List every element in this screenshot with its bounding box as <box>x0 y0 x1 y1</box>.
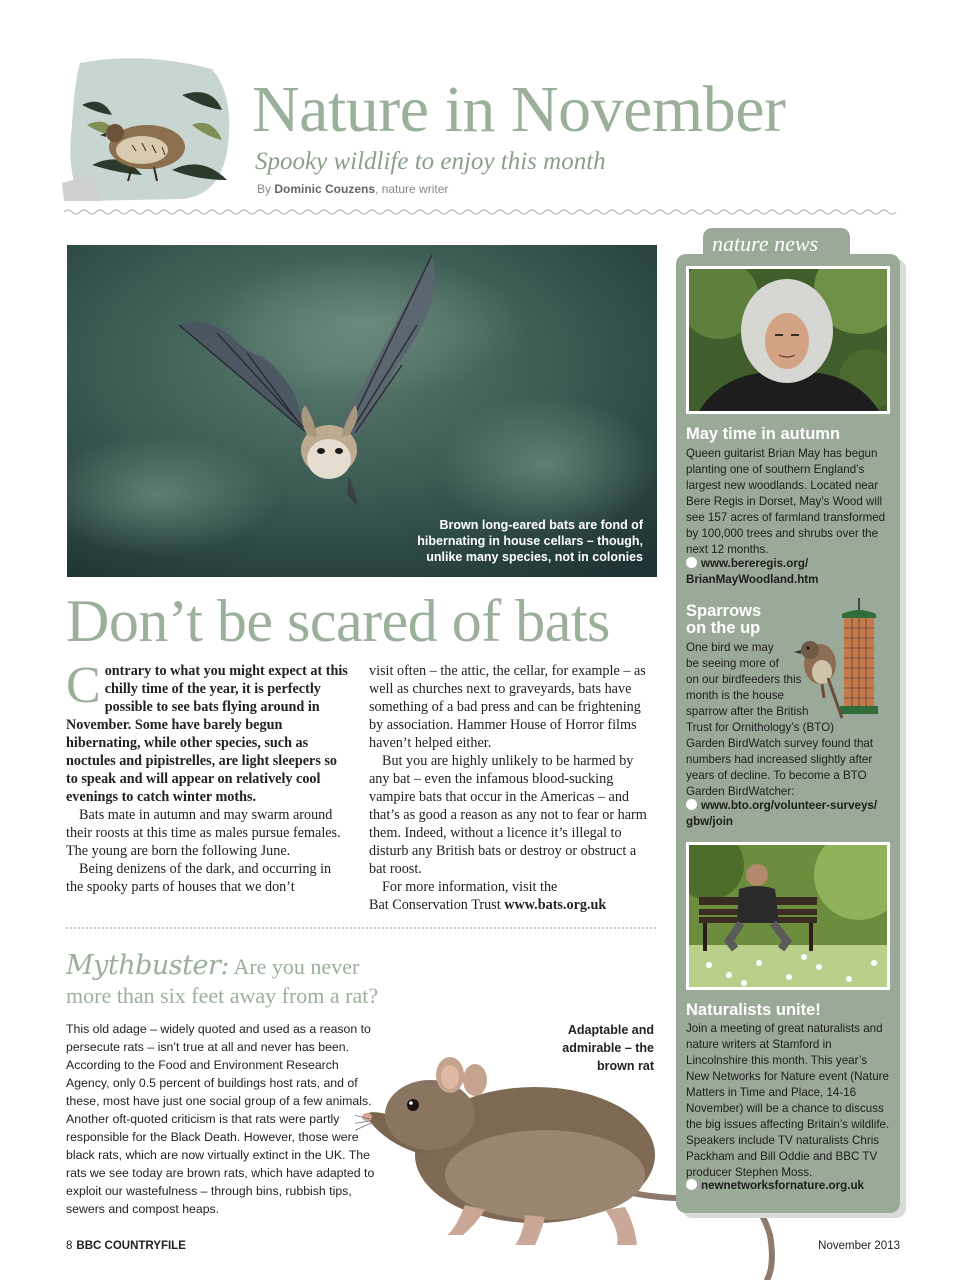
link-text: www.bereregis.org/ <box>701 557 809 570</box>
link-icon <box>686 799 697 810</box>
caption-line: hibernating in house cellars – though, <box>417 534 643 548</box>
naturalist-image <box>689 845 887 987</box>
text-line: numbers had increased slightly after <box>686 753 873 766</box>
byline-author: Dominic Couzens <box>274 182 376 196</box>
brian-may-photo <box>686 266 890 414</box>
article-text: Bat Conservation Trust <box>369 897 505 913</box>
link-text: gbw/join <box>686 815 734 828</box>
brian-may-image <box>689 269 887 411</box>
article-paragraph: visit often – the attic, the cellar, for example – as well as churches next to graveyards, bats have something of a bad press and can be frightening by association. Hammer House of Horror films haven’t helped either. <box>369 663 646 751</box>
mythbuster-label: Mythbuster: <box>66 950 229 981</box>
mythbuster-heading <box>66 950 466 1008</box>
story-text <box>686 640 890 800</box>
mythbuster-question-line2: more than six feet away from a rat? <box>66 983 379 1008</box>
lead-text: ontrary to what you might expect at this chilly time of the year, it is perfectly possible to see bats flying around in November. Some have barely begun hibernating, while other species, such as noctules and pipistrelles, are light sleepers so to speak and will appear on relatively cool evenings to catch winter moths. <box>66 663 348 805</box>
caption-line: brown rat <box>597 1059 654 1073</box>
article-column-right <box>369 662 655 914</box>
text-line: Garden BirdWatcher: <box>686 785 795 798</box>
bats-link[interactable]: www.bats.org.uk <box>504 897 607 913</box>
mythbuster-text: This old adage – widely quoted and used as a reason to persecute rats – isn’t true at all and never has been. According to the Food and Environment Research Agency, only 0.5 percent of buildings host rats, and of these, most have just one social group of a few animals. Another oft-quoted criticism is that rats were partly responsible for the Black Death. However, those were black rats, which are now virtually extinct in the UK. The rats we see today are brown rats, which have adapted to exploit our wastefulness – through bins, rubbish tips, sewers and compost heaps. <box>66 1022 375 1216</box>
newnetworks-link[interactable] <box>686 1178 890 1194</box>
article-column-left <box>66 657 350 896</box>
story-heading <box>686 603 761 637</box>
partridge-illustration <box>62 55 234 203</box>
page-subtitle: Spooky wildlife to enjoy this month <box>255 148 606 175</box>
caption-line: Brown long-eared bats are fond of <box>439 518 643 532</box>
byline <box>257 182 448 196</box>
text-line: Garden BirdWatch survey found that <box>686 737 874 750</box>
story-heading: May time in autumn <box>686 425 841 443</box>
heading-line: Sparrows <box>686 602 762 620</box>
link-text: newnetworksfornature.org.uk <box>701 1179 864 1192</box>
byline-prefix: By <box>257 182 275 196</box>
magazine-name: BBC COUNTRYFILE <box>76 1240 186 1252</box>
article-paragraph: But you are highly unlikely to be harmed by any bat – even the infamous blood-sucking vampire bats that occur in the Americas – and that’s as good a reason as any not to fear or harm them. Indeed, without a licence it’s illegal to disturb any British bats or destroy or obstruct a bat roost. <box>369 753 647 877</box>
article-paragraph: For more information, visit the <box>382 879 558 895</box>
text-line: on our birdfeeders this <box>686 673 802 686</box>
naturalist-photo <box>686 842 890 990</box>
story-text: Join a meeting of great naturalists and nature writers at Stamford in Lincolnshire this month. This year’s New Networks for Nature event (Nature Matters in Time and Place, 14-16 November) will be a chance to discuss the big issues affecting Britain’s wildlife. Speakers include TV naturalists Chris Packham and Bill Oddie and BBC TV producer Stephen Moss. <box>686 1022 890 1179</box>
link-text: BrianMayWoodland.htm <box>686 573 819 586</box>
nature-news-label: nature news <box>712 231 819 256</box>
caption-line: admirable – the <box>562 1041 654 1055</box>
bereregis-link[interactable] <box>686 556 890 588</box>
text-line: One bird we may <box>686 641 774 654</box>
wavy-divider <box>64 206 900 218</box>
bto-link[interactable] <box>686 798 898 830</box>
lead-paragraph <box>66 657 350 806</box>
footer-left <box>66 1240 186 1252</box>
page-title: Nature in November <box>252 73 786 146</box>
article-paragraph: Bats mate in autumn and may swarm around their roosts at this time as males pursue females. The young are born the following June. <box>66 807 341 859</box>
link-icon <box>686 557 697 568</box>
text-line: Trust for Ornithology’s (BTO) <box>686 721 834 734</box>
text-line: sparrow after the British <box>686 705 809 718</box>
heading-line: on the up <box>686 619 761 637</box>
page-number: 8 <box>66 1240 73 1252</box>
link-icon <box>686 1179 697 1190</box>
text-line: month is the house <box>686 689 784 702</box>
caption-line: unlike many species, not in colonies <box>426 550 643 564</box>
story-heading: Naturalists unite! <box>686 1001 821 1019</box>
rat-photo-caption <box>540 1021 654 1075</box>
drop-cap: C <box>66 657 101 714</box>
article-title: Don’t be scared of bats <box>66 588 610 654</box>
mythbuster-question-line1: Are you never <box>233 954 360 979</box>
text-line: years of decline. To become a BTO <box>686 769 867 782</box>
link-text: www.bto.org/volunteer-surveys/ <box>701 799 878 812</box>
story-text: Queen guitarist Brian May has begun planting one of southern England’s largest new woodlands. Located near Bere Regis in Dorset, May’s Wood will see 157 acres of farmland transformed by 100,000 trees and shrubs over the next 12 months. <box>686 447 886 556</box>
dotted-divider <box>66 927 656 929</box>
byline-suffix: , nature writer <box>375 182 449 196</box>
article-paragraph-end <box>369 896 655 914</box>
text-line: be seeing more of <box>686 657 779 670</box>
bat-photo-caption <box>323 517 643 565</box>
bat-photo <box>67 245 657 577</box>
article-paragraph: Being denizens of the dark, and occurring in the spooky parts of houses that we don’t <box>66 861 332 895</box>
footer-issue: November 2013 <box>818 1240 900 1252</box>
caption-line: Adaptable and <box>567 1023 654 1037</box>
